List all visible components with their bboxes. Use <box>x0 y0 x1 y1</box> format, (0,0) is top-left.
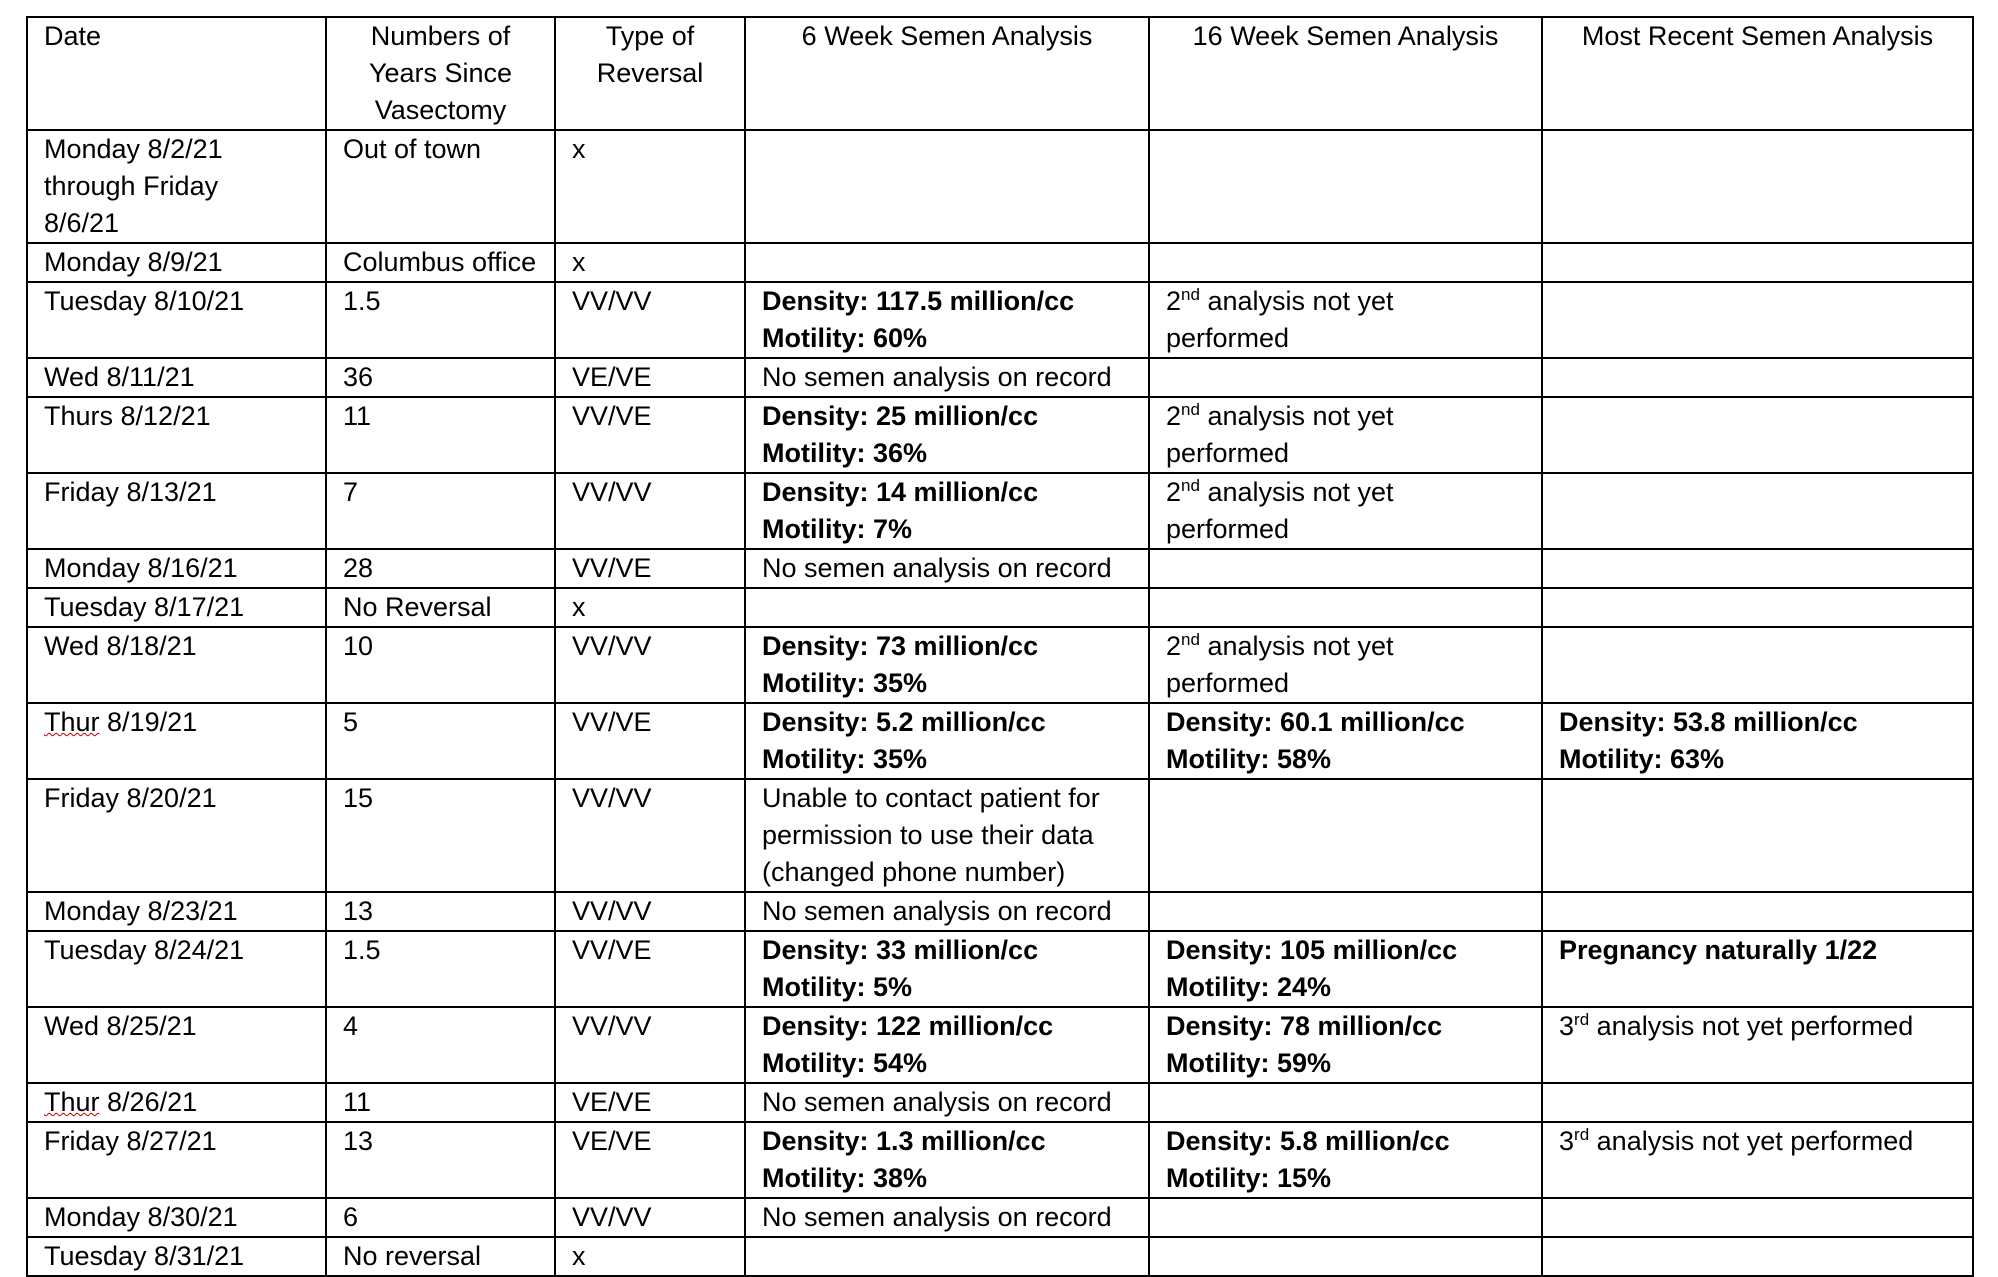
type-cell: x <box>555 1237 745 1276</box>
wk6-cell <box>745 1237 1149 1276</box>
wk16-cell <box>1149 1083 1542 1122</box>
wk6-cell <box>745 130 1149 243</box>
recent-cell <box>1542 779 1973 892</box>
table-row <box>27 130 1973 243</box>
wk16-cell <box>1149 779 1542 892</box>
header-type-of-reversal: Type of Reversal <box>555 17 745 130</box>
date-cell: Tuesday 8/31/21 <box>27 1237 326 1276</box>
recent-cell <box>1542 549 1973 588</box>
type-cell: VV/VE <box>555 397 745 473</box>
recent-cell <box>1542 130 1973 243</box>
wk6-cell: Density: 14 million/cc Motility: 7% <box>745 473 1149 549</box>
years-cell: Columbus office <box>326 243 555 282</box>
years-cell: 1.5 <box>326 282 555 358</box>
wk16-cell: Density: 105 million/cc Motility: 24% <box>1149 931 1542 1007</box>
type-cell: VE/VE <box>555 358 745 397</box>
wk6-cell: No semen analysis on record <box>745 1198 1149 1237</box>
wk16-cell <box>1149 549 1542 588</box>
table-row <box>27 282 1973 358</box>
years-cell: 36 <box>326 358 555 397</box>
date-cell: Tuesday 8/24/21 <box>27 931 326 1007</box>
header-years-since-vasectomy: Numbers of Years Since Vasectomy <box>326 17 555 130</box>
date-cell: Thur 8/19/21 <box>27 703 326 779</box>
years-cell: 11 <box>326 397 555 473</box>
table-row <box>27 1083 1973 1122</box>
table-row <box>27 1007 1973 1083</box>
table-row <box>27 397 1973 473</box>
wk16-cell <box>1149 1198 1542 1237</box>
wk16-cell <box>1149 1237 1542 1276</box>
wk16-cell: 2nd analysis not yet performed <box>1149 473 1542 549</box>
wk16-cell <box>1149 243 1542 282</box>
wk16-cell: 2nd analysis not yet performed <box>1149 397 1542 473</box>
header-6-week-analysis: 6 Week Semen Analysis <box>745 17 1149 130</box>
wk6-cell: Density: 122 million/cc Motility: 54% <box>745 1007 1149 1083</box>
wk16-cell: 2nd analysis not yet performed <box>1149 627 1542 703</box>
table-row <box>27 1122 1973 1198</box>
recent-cell <box>1542 358 1973 397</box>
wk6-cell: No semen analysis on record <box>745 1083 1149 1122</box>
type-cell: x <box>555 130 745 243</box>
date-cell: Thurs 8/12/21 <box>27 397 326 473</box>
recent-cell: 3rd analysis not yet performed <box>1542 1122 1973 1198</box>
wk16-cell <box>1149 588 1542 627</box>
table-row <box>27 1237 1973 1276</box>
recent-cell <box>1542 1237 1973 1276</box>
years-cell: 10 <box>326 627 555 703</box>
type-cell: VV/VV <box>555 892 745 931</box>
type-cell: VE/VE <box>555 1083 745 1122</box>
type-cell: VV/VV <box>555 282 745 358</box>
table-row <box>27 243 1973 282</box>
date-cell: Monday 8/23/21 <box>27 892 326 931</box>
table-row <box>27 892 1973 931</box>
table-row <box>27 627 1973 703</box>
type-cell: VV/VE <box>555 931 745 1007</box>
date-cell: Monday 8/30/21 <box>27 1198 326 1237</box>
recent-cell <box>1542 588 1973 627</box>
years-cell: 13 <box>326 892 555 931</box>
type-cell: VE/VE <box>555 1122 745 1198</box>
recent-cell <box>1542 473 1973 549</box>
table-row <box>27 473 1973 549</box>
years-cell: 13 <box>326 1122 555 1198</box>
date-cell: Wed 8/11/21 <box>27 358 326 397</box>
recent-cell <box>1542 397 1973 473</box>
date-cell: Friday 8/20/21 <box>27 779 326 892</box>
years-cell: 7 <box>326 473 555 549</box>
wk16-cell: Density: 78 million/cc Motility: 59% <box>1149 1007 1542 1083</box>
type-cell: VV/VE <box>555 549 745 588</box>
recent-cell <box>1542 282 1973 358</box>
wk6-cell: Density: 5.2 million/cc Motility: 35% <box>745 703 1149 779</box>
table-row <box>27 931 1973 1007</box>
header-most-recent-analysis: Most Recent Semen Analysis <box>1542 17 1973 130</box>
table-row <box>27 549 1973 588</box>
years-cell: Out of town <box>326 130 555 243</box>
years-cell: 1.5 <box>326 931 555 1007</box>
wk6-cell <box>745 588 1149 627</box>
wk6-cell: Density: 73 million/cc Motility: 35% <box>745 627 1149 703</box>
date-cell: Tuesday 8/17/21 <box>27 588 326 627</box>
date-cell: Monday 8/2/21 through Friday 8/6/21 <box>27 130 326 243</box>
years-cell: 5 <box>326 703 555 779</box>
wk6-cell: Density: 25 million/cc Motility: 36% <box>745 397 1149 473</box>
wk16-cell: Density: 60.1 million/cc Motility: 58% <box>1149 703 1542 779</box>
recent-cell <box>1542 243 1973 282</box>
wk6-cell: Density: 33 million/cc Motility: 5% <box>745 931 1149 1007</box>
type-cell: VV/VE <box>555 703 745 779</box>
date-cell: Monday 8/9/21 <box>27 243 326 282</box>
date-cell: Wed 8/18/21 <box>27 627 326 703</box>
type-cell: x <box>555 588 745 627</box>
recent-cell: Density: 53.8 million/cc Motility: 63% <box>1542 703 1973 779</box>
type-cell: VV/VV <box>555 1198 745 1237</box>
header-date: Date <box>27 17 326 130</box>
table-row <box>27 779 1973 892</box>
years-cell: No Reversal <box>326 588 555 627</box>
type-cell: VV/VV <box>555 1007 745 1083</box>
years-cell: 6 <box>326 1198 555 1237</box>
wk6-cell: No semen analysis on record <box>745 892 1149 931</box>
date-cell: Friday 8/13/21 <box>27 473 326 549</box>
table-row <box>27 1198 1973 1237</box>
recent-cell: 3rd analysis not yet performed <box>1542 1007 1973 1083</box>
date-cell: Tuesday 8/10/21 <box>27 282 326 358</box>
date-cell: Thur 8/26/21 <box>27 1083 326 1122</box>
wk16-cell <box>1149 130 1542 243</box>
wk6-cell: Unable to contact patient for permission to use their data (changed phone number) <box>745 779 1149 892</box>
wk6-cell: Density: 1.3 million/cc Motility: 38% <box>745 1122 1149 1198</box>
type-cell: VV/VV <box>555 473 745 549</box>
date-cell: Monday 8/16/21 <box>27 549 326 588</box>
recent-cell: Pregnancy naturally 1/22 <box>1542 931 1973 1007</box>
wk16-cell: 2nd analysis not yet performed <box>1149 282 1542 358</box>
recent-cell <box>1542 892 1973 931</box>
date-cell: Wed 8/25/21 <box>27 1007 326 1083</box>
semen-analysis-table <box>26 16 1974 1277</box>
wk6-cell: No semen analysis on record <box>745 358 1149 397</box>
recent-cell <box>1542 1083 1973 1122</box>
header-16-week-analysis: 16 Week Semen Analysis <box>1149 17 1542 130</box>
wk6-cell: No semen analysis on record <box>745 549 1149 588</box>
wk6-cell: Density: 117.5 million/cc Motility: 60% <box>745 282 1149 358</box>
type-cell: x <box>555 243 745 282</box>
years-cell: 28 <box>326 549 555 588</box>
years-cell: 15 <box>326 779 555 892</box>
wk6-cell <box>745 243 1149 282</box>
header-row <box>27 17 1973 130</box>
table-row <box>27 703 1973 779</box>
type-cell: VV/VV <box>555 627 745 703</box>
years-cell: 4 <box>326 1007 555 1083</box>
years-cell: 11 <box>326 1083 555 1122</box>
table-row <box>27 588 1973 627</box>
recent-cell <box>1542 627 1973 703</box>
date-cell: Friday 8/27/21 <box>27 1122 326 1198</box>
table-row <box>27 358 1973 397</box>
wk16-cell: Density: 5.8 million/cc Motility: 15% <box>1149 1122 1542 1198</box>
recent-cell <box>1542 1198 1973 1237</box>
years-cell: No reversal <box>326 1237 555 1276</box>
type-cell: VV/VV <box>555 779 745 892</box>
wk16-cell <box>1149 358 1542 397</box>
wk16-cell <box>1149 892 1542 931</box>
